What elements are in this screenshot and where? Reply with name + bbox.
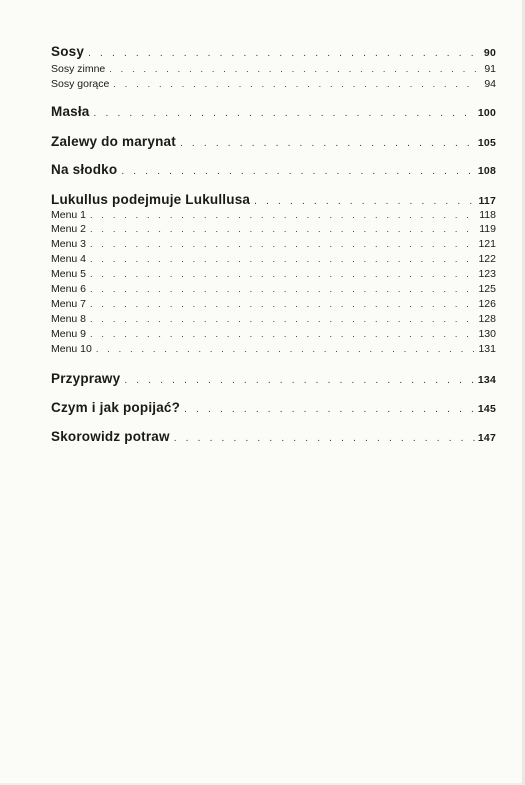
toc-entry-page: 105 <box>477 137 496 149</box>
toc-entry-title: Na słodko <box>51 162 118 177</box>
leader-dots <box>92 344 476 354</box>
leader-dots <box>84 48 476 59</box>
toc-entry-page: 134 <box>477 374 496 386</box>
toc-entry-title: Skorowidz potraw <box>51 429 170 444</box>
toc-subentry[interactable] <box>51 298 496 310</box>
toc-subentry[interactable] <box>51 328 496 340</box>
toc-entry-skorowidz[interactable] <box>51 429 496 444</box>
toc-entry-title: Zalewy do marynat <box>51 134 176 149</box>
toc-subentry-page: 126 <box>478 298 496 310</box>
leader-dots <box>86 314 476 324</box>
toc-entry-zalewy[interactable] <box>51 134 496 149</box>
toc-subentry-page: 119 <box>479 223 496 235</box>
leader-dots <box>176 138 476 149</box>
toc-entry-page: 145 <box>477 403 496 415</box>
leader-dots <box>109 79 476 89</box>
toc-entry-page: 108 <box>477 165 496 177</box>
toc-subentry[interactable] <box>51 223 496 235</box>
toc-subentry-page: 122 <box>478 253 496 265</box>
toc-subentry[interactable] <box>51 63 496 75</box>
toc-entry-page: 100 <box>477 107 496 119</box>
leader-dots <box>117 166 476 177</box>
leader-dots <box>250 196 476 207</box>
toc-entry-page: 117 <box>478 195 496 207</box>
toc-entry-title: Czym i jak popijać? <box>51 400 181 415</box>
leader-dots <box>90 108 476 119</box>
toc-subentry-page: 94 <box>484 78 496 90</box>
toc-subentry-page: 118 <box>479 209 496 221</box>
toc-entry-czym-i-jak-popijac[interactable] <box>51 400 496 415</box>
toc-subentry-title: Menu 10 <box>51 343 92 355</box>
leader-dots <box>86 254 476 264</box>
leader-dots <box>170 433 476 444</box>
toc-entry-przyprawy[interactable] <box>51 371 496 386</box>
leader-dots <box>86 299 476 309</box>
toc-subentry-title: Menu 4 <box>51 253 87 265</box>
toc-entry-sosy[interactable] <box>51 44 496 59</box>
toc-subentry[interactable] <box>51 283 496 295</box>
leader-dots <box>86 210 476 220</box>
leader-dots <box>86 284 476 294</box>
toc-subentry[interactable] <box>51 343 496 355</box>
toc-subentry-title: Menu 9 <box>51 328 87 340</box>
toc-subentry-title: Menu 3 <box>51 238 87 250</box>
toc-subentry-title: Sosy gorące <box>51 78 110 90</box>
leader-dots <box>86 239 476 249</box>
toc-subentry[interactable] <box>51 268 496 280</box>
toc-subentry[interactable] <box>51 238 496 250</box>
leader-dots <box>180 404 476 415</box>
toc-subentry[interactable] <box>51 78 496 90</box>
toc-entry-na-slodko[interactable] <box>51 162 496 177</box>
toc-subentry-page: 128 <box>478 313 496 325</box>
toc-subentry-page: 131 <box>478 343 496 355</box>
leader-dots <box>86 224 476 234</box>
leader-dots <box>86 329 476 339</box>
toc-subentry-title: Menu 5 <box>51 268 87 280</box>
toc-subentry[interactable] <box>51 253 496 265</box>
toc-subentry-title: Menu 6 <box>51 283 87 295</box>
toc-subentry-title: Menu 2 <box>51 223 87 235</box>
toc-subentry-title: Sosy zimne <box>51 63 106 75</box>
toc-subentry[interactable] <box>51 209 496 221</box>
leader-dots <box>86 269 476 279</box>
leader-dots <box>105 64 476 74</box>
toc-subentry-page: 130 <box>478 328 496 340</box>
toc-subentry-page: 123 <box>478 268 496 280</box>
toc-entry-title: Lukullus podejmuje Lukullusa <box>51 192 251 207</box>
toc-subentry-title: Menu 7 <box>51 298 87 310</box>
toc-subentry-title: Menu 1 <box>51 209 87 221</box>
toc-subentry-title: Menu 8 <box>51 313 87 325</box>
toc-entry-lukullus[interactable] <box>51 192 496 207</box>
toc-subentry-page: 121 <box>478 238 496 250</box>
toc-subentry-page: 125 <box>478 283 496 295</box>
toc-subentry[interactable] <box>51 313 496 325</box>
leader-dots <box>120 375 476 386</box>
toc-entry-title: Masła <box>51 104 90 119</box>
toc-entry-page: 147 <box>477 432 496 444</box>
toc-subentry-page: 91 <box>484 63 496 75</box>
toc-entry-title: Sosy <box>51 44 85 59</box>
toc-entry-title: Przyprawy <box>51 371 121 386</box>
toc-entry-page: 90 <box>483 47 496 59</box>
toc-entry-masla[interactable] <box>51 104 496 119</box>
